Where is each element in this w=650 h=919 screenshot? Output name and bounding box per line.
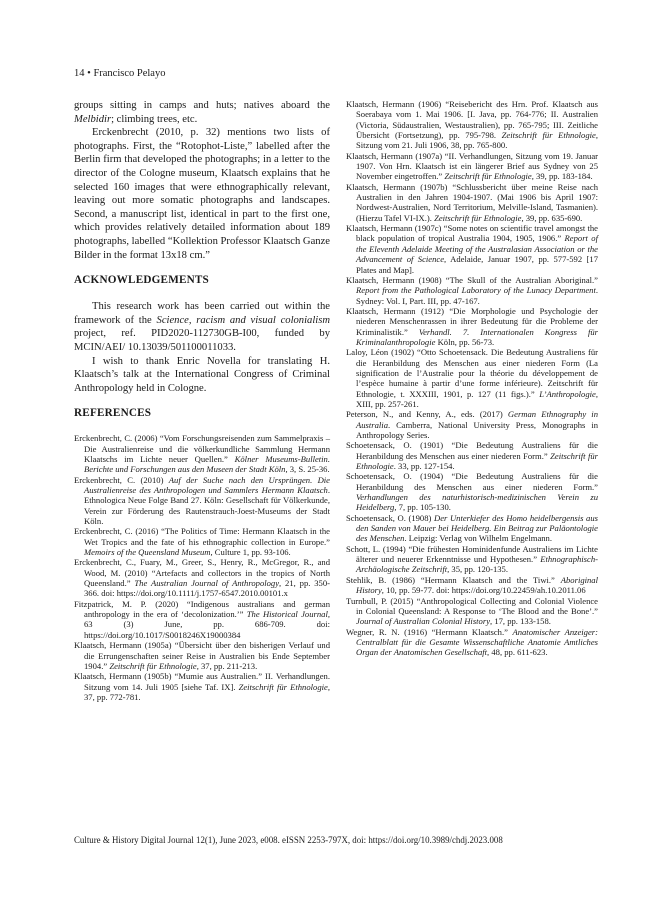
reference-entry: Klaatsch, Hermann (1907c) “Some notes on scientific travel amongst the black population of tropical Australia 1904, 1905, 1906.” Report of the Eleventh Adelaide Meeting of the Australasian Association or the Advancement of Science, Adelaide, Januar 1907, pp. 577-592 [17 Plates and Map]. [346,223,598,275]
reference-entry: Klaatsch, Hermann (1905b) “Mumie aus Australien.” II. Verhandlungen. Sitzung vom 14. Juli 1905 [siehe Taf. IX]. Zeitschrift für Ethnologie, 37, pp. 772-781. [74,671,330,702]
reference-entry: Fitzpatrick, M. P. (2020) “Indigenous australians and german anthropology in the era of ‘decolonization.’” The Historical Journal, 63 (3) June, pp. 686-709. doi: https://doi.org/10.1017/S0018246X19000384 [74,598,331,640]
reference-list-left [74,433,330,702]
reference-entry: Laloy, Léon (1902) “Otto Schoetensack. Die Bedeutung Australiens für die Heranbildung des Menschen aus einer niederen Form (La signification de l’Australie pour la théorie du développement de l’espèce humaine à partir d’une forme inférieure). Zeitschrift für Ethnologie, t. XXXIII, 1901, p. 127 (11 figs.).” L’Anthropologie, XIII, pp. 257-261. [346,347,598,409]
reference-entry: Stehlik, B. (1986) “Hermann Klaatsch and the Tiwi.” Aboriginal History, 10, pp. 59-77. doi: https://doi.org/10.22459/ah.10.2011.06 [346,574,598,596]
reference-entry: Schott, L. (1994) “Die frühesten Hominidenfunde Australiens im Lichte älterer und neuerer Erkenntnisse und Hypothesen.” Ethnographisch-Archäologische Zeitschrift, 35, pp. 120-135. [346,543,598,575]
reference-entry: Klaatsch, Hermann (1908) “The Skull of the Australian Aboriginal.” Report from the Pathological Laboratory of the Lunacy Department. Sydney: Vol. I, Part. III, pp. 47-167. [346,274,598,306]
journal-footer: Culture & History Digital Journal 12(1), June 2023, e008. eISSN 2253-797X, doi: https://doi.org/10.3989/chdj.2023.008 [74,835,503,845]
page-number: 14 [74,68,85,79]
reference-entry: Erckenbrecht, C., Fuary, M., Greer, S., Henry, R., McGregor, R., and Wood, M. (2010) “Artefacts and collectors in the tropics of North Queensland.” The Australian Journal of Anthropology, 21, pp. 350-366. doi: https://doi.org/10.1111/j.1757-6547.2010.00101.x [74,557,330,599]
reference-entry: Klaatsch, Hermann (1912) “Die Morphologie und Psychologie der niederen Menschenrassen in ihrer Bedeutung für die Probleme der Kriminalistik.” Verhandl. 7. Internationalen Kongress für Kriminalanthropologie Köln, pp. 56-73. [346,305,598,347]
reference-entry: Schoetensack, O. (1904) “Die Bedeutung Australiens für die Heranbildung des Menschen aus einer niederen Form.” Verhandlungen des naturhistorisch-medizinischen Verein zu Heidelberg, 7, pp. 105-130. [346,471,598,513]
body-text [74,99,330,419]
reference-entry: Peterson, N., and Kenny, A., eds. (2017) German Ethnography in Australia. Camberra, National University Press, Monographs in Anthropology Series. [346,409,598,440]
reference-entry: Schoetensack, O. (1901) “Die Bedeutung Australiens für die Heranbildung des Menschen aus einer niederen Form.” Zeitschrift für Ethnologie. 33, pp. 127-154. [346,440,598,472]
header-author: Francisco Pelayo [93,68,166,79]
reference-entry: Klaatsch, Hermann (1905a) “Übersicht über den bisherigen Verlauf und die Errungenschaften seiner Reise in Australien bis Ende September 1904.” Zeitschrift für Ethnologie, 37, pp. 211-213. [74,640,330,671]
reference-list-right [346,99,598,658]
reference-entry: Klaatsch, Hermann (1907a) “II. Verhandlungen, Sitzung vom 19. Januar 1907. Von Hrn. Klaatsch ist ein längerer Brief aus Sydney von 25 November eingetroffen.” Zeitschrift für Ethnologie, 39, pp. 183-184. [346,150,598,182]
reference-entry: Klaatsch, Hermann (1907b) “Schlussbericht über meine Reise nach Australien in den Jahren 1904-1907. (Mai 1906 bis April 1907: Nordwest-Australien, Nord Territorium, Melville-Island, Tasmanien). (Hierzu Tafel VI-IX.). Zeitschrift für Ethnologie, 39, pp. 635-690. [346,181,598,223]
running-header [74,68,165,79]
reference-entry: Klaatsch, Hermann (1906) “Reisebericht des Hrn. Prof. Klaatsch aus Soerabaya vom 1. Mai 1906. [I. Java, pp. 764-776; II. Australien (Victoria, Südaustralien, Westaustralien), pp. 765-795; III. Zeitliche Übersicht (Fortsetzung), pp. 795-798. Zeitschrift für Ethnologie, Sitzung vom 21. Juli 1906, 38, pp. 765-800. [346,99,598,151]
reference-entry: Erckenbrecht, C. (2006) “Vom Forschungsreisenden zum Sammelpraxis – Die Australienreise und die völkerkundliche Sammlung Hermann Klaatschs im Lichte neuer Quellen.” Kölner Museums-Bulletin. Berichte und Forschungen aus den Museen der Stadt Köln, 3, S. 25-36. [74,433,330,475]
reference-entry: Schoetensack, O. (1908) Der Unterkiefer des Homo heidelbergensis aus den Sanden von Mauer bei Heidelberg. Ein Beitrag zur Paläontologie des Menschen. Leipzig: Verlag von Wilhelm Engelmann. [346,512,598,544]
paragraph: Erckenbrecht (2010, p. 32) mentions two lists of photographs. First, the “Rotophot-Liste,” labelled after the Berlin firm that developed the photographs; in a letter to the director of the Cologne museum, Klaatsch explains that he selected 160 images that were ethnographically relevant, leaving out more somatic photographs and landscapes. Second, a manuscript list, identical in part to the first one, which provides relatively detailed information about 189 photographs, labelled “Kollektion Professor Klaatsch Ganze Bilder in the format 13x18 cm.” [74,127,330,261]
right-column [346,99,598,658]
reference-entry: Erckenbrecht, C. (2016) “The Politics of Time: Hermann Klaatsch in the Wet Tropics and the fate of his ethnographic collection in Europe.” Memoirs of the Queensland Museum, Culture 1, pp. 93-106. [74,526,330,558]
paragraph: This research work has been carried out within the framework of the Science, racism and visual colonialism project, ref. PID2020-112730GB-I00, funded by MCIN/AEI/ 10.13039/501100011033. [74,301,331,353]
header-separator: • [87,68,91,79]
reference-entry: Wegner, R. N. (1916) “Hermann Klaatsch.” Anatomischer Anzeiger: Centralblatt für die Gesamte Wissenschaftliche Anatomie Amtliches Organ der Anatomischen Gesellschaft, 48, pp. 611-623. [346,626,598,658]
paragraph: groups sitting in camps and huts; natives aboard the Melbidir; climbing trees, etc. [74,100,330,125]
left-column [74,99,330,702]
reference-entry: Turnbull, P. (2015) “Anthropological Collecting and Colonial Violence in Colonial Queensland: A Response to ‘The Blood and the Bone’.” Journal of Australian Colonial History, 17, pp. 133-158. [346,595,598,627]
acknowledgements-heading: ACKNOWLEDGEMENTS [74,274,209,287]
paragraph: I wish to thank Enric Novella for translating H. Klaatsch’s talk at the International Congress of Criminal Anthropology held in Cologne. [74,355,330,394]
reference-entry: Erckenbrecht, C. (2010) Auf der Suche nach den Ursprüngen. Die Australienreise des Anthropologen und Sammlers Hermann Klaatsch. Ethnologica Neue Folge Band 27. Köln: Gesellschaft für Völkerkunde, Verein zur Förderung des Rautenstrauch-Joest-Museums der Stadt Köln. [74,474,330,527]
references-heading: REFERENCES [74,407,152,420]
